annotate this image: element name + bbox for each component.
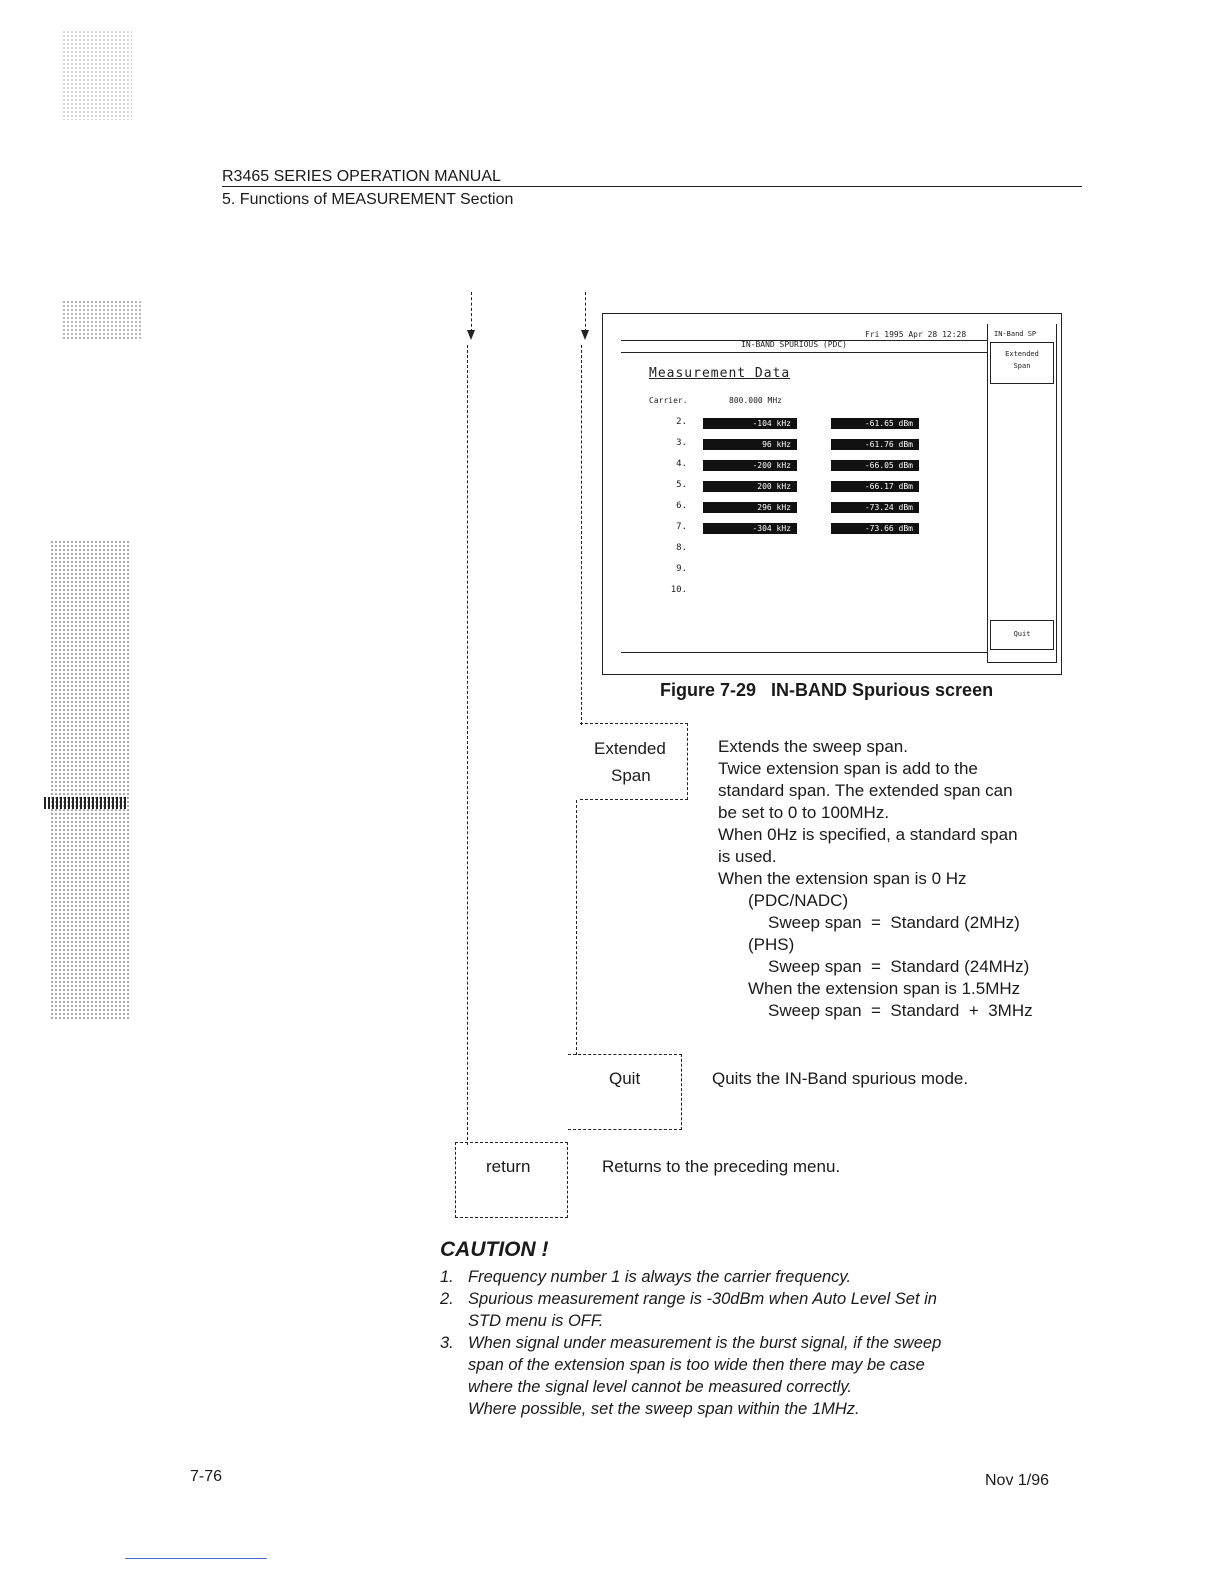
extended-span-key[interactable] <box>580 723 688 800</box>
caution-item-number: 1. <box>440 1268 454 1286</box>
sweep-span-line: Sweep span = Standard (2MHz) <box>768 913 1020 932</box>
softkey-panel <box>987 324 1057 663</box>
caution-line: STD menu is OFF. <box>468 1312 604 1330</box>
measurement-heading: Measurement Data <box>649 366 791 381</box>
caution-item <box>440 1266 1080 1288</box>
description-line: When the extension span is 0 Hz <box>718 869 967 888</box>
row-number: 9. <box>676 564 687 574</box>
sweep-span-line: When the extension span is 1.5MHz <box>748 979 1021 998</box>
arrow-down-icon <box>581 330 589 340</box>
spurious-frequency: -200 kHz <box>703 460 797 471</box>
quit-key[interactable] <box>568 1054 682 1130</box>
flow-line-right <box>585 292 586 332</box>
caution-item <box>440 1288 1080 1332</box>
caution-item-number: 2. <box>440 1290 454 1308</box>
scan-noise <box>62 300 142 340</box>
manual-title: R3465 SERIES OPERATION MANUAL <box>222 168 501 185</box>
caution-line: where the signal level cannot be measured correctly. <box>468 1378 852 1396</box>
header-rule <box>222 186 1082 187</box>
bottom-link-rule <box>125 1558 267 1559</box>
sweep-span-line: (PDC/NADC) <box>748 891 849 910</box>
description-line: be set to 0 to 100MHz. <box>718 803 890 822</box>
caution-line: Where possible, set the sweep span within the 1MHz. <box>468 1400 860 1418</box>
scan-noise <box>50 540 130 1020</box>
screen-title-bar <box>621 340 987 353</box>
softkey-extended-line2: Span <box>1013 362 1031 370</box>
spurious-frequency: 96 kHz <box>703 439 797 450</box>
extended-span-label-line2: Span <box>611 766 651 785</box>
caution-line: Spurious measurement range is -30dBm when Auto Level Set in <box>468 1290 937 1308</box>
scan-noise <box>62 30 132 120</box>
section-title: 5. Functions of MEASUREMENT Section <box>222 191 514 208</box>
caution-line: Frequency number 1 is always the carrier frequency. <box>468 1268 852 1286</box>
sweep-span-line: (PHS) <box>748 935 795 954</box>
revision-date: Nov 1/96 <box>985 1472 1050 1489</box>
quit-description: Quits the IN-Band spurious mode. <box>712 1069 969 1088</box>
scan-noise-band <box>44 797 128 809</box>
softkey-extended-span[interactable] <box>990 342 1054 384</box>
spurious-frequency: 296 kHz <box>703 502 797 513</box>
row-number: 6. <box>676 501 687 511</box>
softkey-quit[interactable] <box>990 620 1054 650</box>
return-key[interactable] <box>455 1142 568 1218</box>
row-number: 10. <box>670 585 687 595</box>
spurious-level: -61.65 dBm <box>831 418 919 429</box>
spurious-frequency: -304 kHz <box>703 523 797 534</box>
caution-item <box>440 1332 1080 1420</box>
arrow-down-icon <box>467 330 475 340</box>
row-number: 4. <box>676 459 687 469</box>
row-number: 2. <box>676 417 687 427</box>
carrier-value: 800.000 MHz <box>729 396 782 405</box>
quit-label: Quit <box>609 1069 641 1088</box>
caution-list <box>440 1266 1080 1420</box>
caution-line: span of the extension span is too wide then there may be case <box>468 1356 925 1374</box>
description-line: When 0Hz is specified, a standard span <box>718 825 1018 844</box>
spurious-frequency: 200 kHz <box>703 481 797 492</box>
description-line: is used. <box>718 847 777 866</box>
flow-line-right <box>576 800 577 1055</box>
caution-title: CAUTION ! <box>440 1238 549 1261</box>
description-line: standard span. The extended span can <box>718 781 1013 800</box>
row-number: 5. <box>676 480 687 490</box>
row-number: 8. <box>676 543 687 553</box>
flow-line-right <box>581 345 582 725</box>
flow-line-left <box>471 292 472 332</box>
sweep-span-line: Sweep span = Standard (24MHz) <box>768 957 1030 976</box>
extended-span-description <box>718 736 1033 1022</box>
spurious-frequency: -104 kHz <box>703 418 797 429</box>
spurious-level: -66.05 dBm <box>831 460 919 471</box>
caution-item-number: 3. <box>440 1334 454 1352</box>
page-number: 7-76 <box>190 1468 223 1485</box>
figure-caption: Figure 7-29 IN-BAND Spurious screen <box>660 680 994 700</box>
description-line: Extends the sweep span. <box>718 737 908 756</box>
extended-span-label-line1: Extended <box>594 739 666 758</box>
description-line: Twice extension span is add to the <box>718 759 978 778</box>
row-number: 3. <box>676 438 687 448</box>
spurious-level: -66.17 dBm <box>831 481 919 492</box>
spurious-level: -61.76 dBm <box>831 439 919 450</box>
sweep-span-line: Sweep span = Standard + 3MHz <box>768 1001 1033 1020</box>
return-label: return <box>486 1157 531 1176</box>
screen-datetime: Fri 1995 Apr 28 12:28 <box>865 330 967 339</box>
softkey-header: IN-Band SP <box>994 330 1037 338</box>
softkey-extended-line1: Extended <box>1005 350 1039 358</box>
row-number: 7. <box>676 522 687 532</box>
spurious-level: -73.24 dBm <box>831 502 919 513</box>
softkey-quit-label: Quit <box>1013 630 1031 638</box>
flow-line-left <box>467 345 468 1145</box>
caution-line: When signal under measurement is the burst signal, if the sweep <box>468 1334 942 1352</box>
screen-mode-title: IN-BAND SPURIOUS (PDC) <box>741 340 847 349</box>
carrier-label: Carrier. <box>649 396 688 405</box>
return-description: Returns to the preceding menu. <box>602 1157 841 1176</box>
spurious-level: -73.66 dBm <box>831 523 919 534</box>
in-band-spurious-screen <box>602 313 1062 675</box>
screen-bottom-rule <box>621 652 987 653</box>
